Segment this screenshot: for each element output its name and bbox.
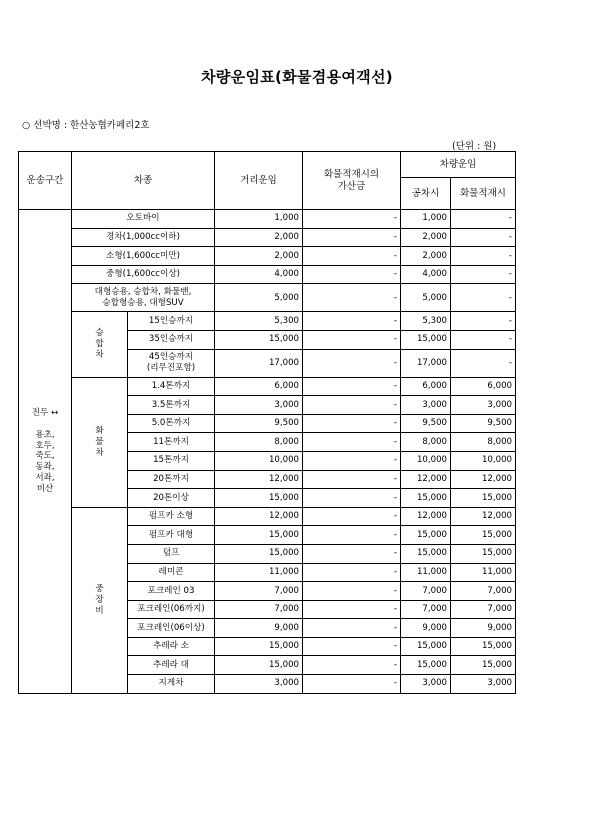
distance-fare-cell: 1,000 [215, 210, 303, 229]
route-line: 죽도, [35, 451, 55, 462]
header-vehicle-fare: 차량운임 [401, 152, 516, 178]
header-distance-fare: 거리운임 [215, 152, 303, 210]
loaded-fare-cell: 12,000 [451, 470, 516, 489]
empty-fare-cell: 15,000 [401, 637, 451, 656]
distance-fare-cell: 17,000 [215, 349, 303, 377]
group-heavy-char: 비 [95, 605, 104, 616]
vehicle-type-cell [128, 349, 215, 377]
distance-fare-cell: 2,000 [215, 247, 303, 266]
empty-fare-cell: 9,000 [401, 619, 451, 638]
surcharge-cell: - [303, 284, 401, 312]
vehicle-type-label: 3.5톤까지 [151, 399, 191, 410]
vehicle-type-label: 15인승까지 [148, 315, 194, 326]
loaded-fare-cell: 3,000 [451, 396, 516, 415]
vehicle-type-label: 포크레인 03 [147, 585, 195, 596]
loaded-fare-cell: 15,000 [451, 637, 516, 656]
group-bus-char: 합 [95, 339, 104, 350]
vehicle-type-cell [128, 433, 215, 452]
vehicle-type-label: 펌프카 소형 [148, 511, 194, 522]
vehicle-type-label: 20톤까지 [153, 473, 189, 484]
empty-fare-cell: 2,000 [401, 247, 451, 266]
vehicle-type-cell [72, 210, 215, 229]
vehicle-type-cell [72, 265, 215, 284]
surcharge-cell: - [303, 451, 401, 470]
empty-fare-cell: 11,000 [401, 563, 451, 582]
surcharge-cell: - [303, 619, 401, 638]
vehicle-type-cell [128, 507, 215, 526]
vehicle-type-cell [128, 312, 215, 331]
distance-fare-cell: 15,000 [215, 526, 303, 545]
vehicle-type-cell [128, 330, 215, 349]
table-row [19, 247, 516, 266]
distance-fare-cell: 3,000 [215, 675, 303, 694]
empty-fare-cell: 2,000 [401, 228, 451, 247]
header-section: 운송구간 [19, 152, 72, 210]
vessel-name: ○ 선박명 : 한산농협카페리2호 [22, 120, 150, 131]
vehicle-type-label: 중형(1,600cc이상) [106, 269, 180, 280]
loaded-fare-cell: 15,000 [451, 656, 516, 675]
loaded-fare-cell: 8,000 [451, 433, 516, 452]
vehicle-type-label: 15톤까지 [153, 455, 189, 466]
distance-fare-cell: 6,000 [215, 377, 303, 396]
fare-table [18, 151, 516, 694]
empty-fare-cell: 7,000 [401, 582, 451, 601]
route-line: 비산 [36, 483, 54, 494]
vehicle-type-label: 오토바이 [126, 213, 160, 224]
loaded-fare-cell: 3,000 [451, 675, 516, 694]
loaded-fare-cell: 12,000 [451, 507, 516, 526]
distance-fare-cell: 8,000 [215, 433, 303, 452]
loaded-fare-cell: 10,000 [451, 451, 516, 470]
surcharge-cell: - [303, 433, 401, 452]
empty-fare-cell: 5,000 [401, 284, 451, 312]
surcharge-cell: - [303, 600, 401, 619]
surcharge-cell: - [303, 507, 401, 526]
loaded-fare-cell: - [451, 247, 516, 266]
vehicle-type-label: 1.4톤까지 [151, 380, 191, 391]
route-cell [19, 210, 72, 694]
surcharge-cell: - [303, 489, 401, 508]
empty-fare-cell: 1,000 [401, 210, 451, 229]
surcharge-cell: - [303, 377, 401, 396]
loaded-fare-cell: - [451, 265, 516, 284]
empty-fare-cell: 15,000 [401, 489, 451, 508]
route-line: 호두, [35, 440, 55, 451]
distance-fare-cell: 2,000 [215, 228, 303, 247]
surcharge-cell: - [303, 330, 401, 349]
distance-fare-cell: 15,000 [215, 637, 303, 656]
surcharge-cell: - [303, 210, 401, 229]
group-heavy-char: 중 [95, 584, 104, 595]
empty-fare-cell: 7,000 [401, 600, 451, 619]
table-row [19, 377, 516, 396]
vehicle-type-cell [128, 377, 215, 396]
vehicle-type-label: 덤프 [162, 548, 180, 559]
empty-fare-cell: 3,000 [401, 396, 451, 415]
vehicle-type-label: 45인승까지 [148, 352, 194, 363]
empty-fare-cell: 3,000 [401, 675, 451, 694]
loaded-fare-cell: - [451, 312, 516, 331]
surcharge-cell: - [303, 637, 401, 656]
header-empty: 공차시 [401, 178, 451, 210]
loaded-fare-cell: 7,000 [451, 582, 516, 601]
header-vehicle-type: 차종 [72, 152, 215, 210]
vehicle-type-cell [128, 619, 215, 638]
distance-fare-cell: 5,000 [215, 284, 303, 312]
vehicle-type-cell [128, 600, 215, 619]
distance-fare-cell: 4,000 [215, 265, 303, 284]
vehicle-type-cell [128, 526, 215, 545]
route-line: 동좌, [35, 462, 55, 473]
vehicle-type-cell [128, 656, 215, 675]
route-line: 진두 ↔ [31, 408, 59, 419]
surcharge-cell: - [303, 582, 401, 601]
distance-fare-cell: 15,000 [215, 656, 303, 675]
empty-fare-cell: 12,000 [401, 470, 451, 489]
distance-fare-cell: 15,000 [215, 330, 303, 349]
surcharge-cell: - [303, 228, 401, 247]
loaded-fare-cell: 15,000 [451, 544, 516, 563]
vehicle-type-label: 추레라 소 [153, 641, 189, 652]
vehicle-type-label: 11톤까지 [153, 436, 189, 447]
loaded-fare-cell: - [451, 349, 516, 377]
table-row [19, 265, 516, 284]
loaded-fare-cell: 15,000 [451, 526, 516, 545]
vehicle-type-label: 35인승까지 [148, 334, 194, 345]
surcharge-cell: - [303, 247, 401, 266]
vehicle-type-cell [128, 451, 215, 470]
table-row [19, 210, 516, 229]
vehicle-type-cell [128, 489, 215, 508]
group-bus [72, 312, 128, 377]
empty-fare-cell: 17,000 [401, 349, 451, 377]
table-row [19, 507, 516, 526]
group-heavy-char: 장 [95, 594, 104, 605]
empty-fare-cell: 15,000 [401, 656, 451, 675]
vehicle-type-cell [128, 544, 215, 563]
surcharge-cell: - [303, 563, 401, 582]
vehicle-type-label: 추레라 대 [153, 659, 189, 670]
vehicle-type-label: 포크레인(06이상) [137, 622, 205, 633]
header-cargo-surcharge: 화물적재시의 가산금 [303, 152, 401, 210]
vehicle-type-label: 20톤이상 [153, 492, 189, 503]
vehicle-type-cell [72, 247, 215, 266]
group-bus-char: 차 [95, 349, 104, 360]
surcharge-cell: - [303, 414, 401, 433]
route-line [22, 419, 68, 430]
loaded-fare-cell: - [451, 330, 516, 349]
vehicle-type-cell [72, 228, 215, 247]
loaded-fare-cell: 6,000 [451, 377, 516, 396]
group-truck-char: 물 [95, 436, 104, 447]
vehicle-type-label: 레미콘 [158, 566, 184, 577]
surcharge-cell: - [303, 349, 401, 377]
surcharge-cell: - [303, 656, 401, 675]
group-bus-char: 승 [95, 328, 104, 339]
distance-fare-cell: 7,000 [215, 600, 303, 619]
empty-fare-cell: 9,500 [401, 414, 451, 433]
loaded-fare-cell: - [451, 228, 516, 247]
surcharge-cell: - [303, 544, 401, 563]
vehicle-type-label-sub: (리무진포함) [146, 363, 196, 374]
empty-fare-cell: 6,000 [401, 377, 451, 396]
vehicle-type-cell [128, 396, 215, 415]
loaded-fare-cell: 15,000 [451, 489, 516, 508]
loaded-fare-cell: - [451, 284, 516, 312]
vehicle-type-label-sub: 승합형승용, 대형SUV [102, 297, 184, 308]
empty-fare-cell: 5,300 [401, 312, 451, 331]
table-row [19, 284, 516, 312]
group-truck [72, 377, 128, 507]
distance-fare-cell: 9,000 [215, 619, 303, 638]
vehicle-type-label: 5.0톤까지 [151, 418, 191, 429]
route-line: 용초, [35, 429, 55, 440]
distance-fare-cell: 3,000 [215, 396, 303, 415]
distance-fare-cell: 15,000 [215, 544, 303, 563]
distance-fare-cell: 7,000 [215, 582, 303, 601]
vehicle-type-label: 지게차 [158, 678, 184, 689]
vehicle-type-label: 포크레인(06까지) [137, 604, 205, 615]
surcharge-cell: - [303, 396, 401, 415]
group-heavy [72, 507, 128, 693]
surcharge-cell: - [303, 265, 401, 284]
table-row [19, 312, 516, 331]
loaded-fare-cell: 9,500 [451, 414, 516, 433]
vehicle-type-label: 대형승용, 승합차, 화물밴, [94, 287, 192, 298]
vehicle-type-label: 소형(1,600cc미만) [106, 250, 180, 261]
unit-label: (단위 : 원) [452, 141, 497, 152]
header-loaded: 화물적재시 [451, 178, 516, 210]
empty-fare-cell: 12,000 [401, 507, 451, 526]
vehicle-type-cell [128, 563, 215, 582]
vehicle-type-cell [128, 637, 215, 656]
vehicle-type-cell [128, 582, 215, 601]
page-title: 차량운임표(화물겸용여객선) [201, 68, 393, 86]
table-row [19, 228, 516, 247]
vehicle-type-cell [72, 284, 215, 312]
distance-fare-cell: 10,000 [215, 451, 303, 470]
distance-fare-cell: 5,300 [215, 312, 303, 331]
vehicle-type-label: 경차(1,000cc이하) [106, 232, 180, 243]
surcharge-cell: - [303, 470, 401, 489]
empty-fare-cell: 15,000 [401, 544, 451, 563]
loaded-fare-cell: - [451, 210, 516, 229]
vehicle-type-label: 펌프카 대형 [148, 529, 194, 540]
empty-fare-cell: 10,000 [401, 451, 451, 470]
route-line: 서좌, [35, 472, 55, 483]
distance-fare-cell: 11,000 [215, 563, 303, 582]
surcharge-cell: - [303, 526, 401, 545]
distance-fare-cell: 12,000 [215, 470, 303, 489]
surcharge-cell: - [303, 312, 401, 331]
vehicle-type-cell [128, 414, 215, 433]
surcharge-cell: - [303, 675, 401, 694]
vehicle-type-cell [128, 675, 215, 694]
loaded-fare-cell: 7,000 [451, 600, 516, 619]
group-truck-char: 화 [95, 426, 104, 437]
loaded-fare-cell: 9,000 [451, 619, 516, 638]
distance-fare-cell: 15,000 [215, 489, 303, 508]
distance-fare-cell: 12,000 [215, 507, 303, 526]
vehicle-type-cell [128, 470, 215, 489]
loaded-fare-cell: 11,000 [451, 563, 516, 582]
group-truck-char: 차 [95, 447, 104, 458]
empty-fare-cell: 8,000 [401, 433, 451, 452]
empty-fare-cell: 15,000 [401, 526, 451, 545]
empty-fare-cell: 4,000 [401, 265, 451, 284]
distance-fare-cell: 9,500 [215, 414, 303, 433]
empty-fare-cell: 15,000 [401, 330, 451, 349]
